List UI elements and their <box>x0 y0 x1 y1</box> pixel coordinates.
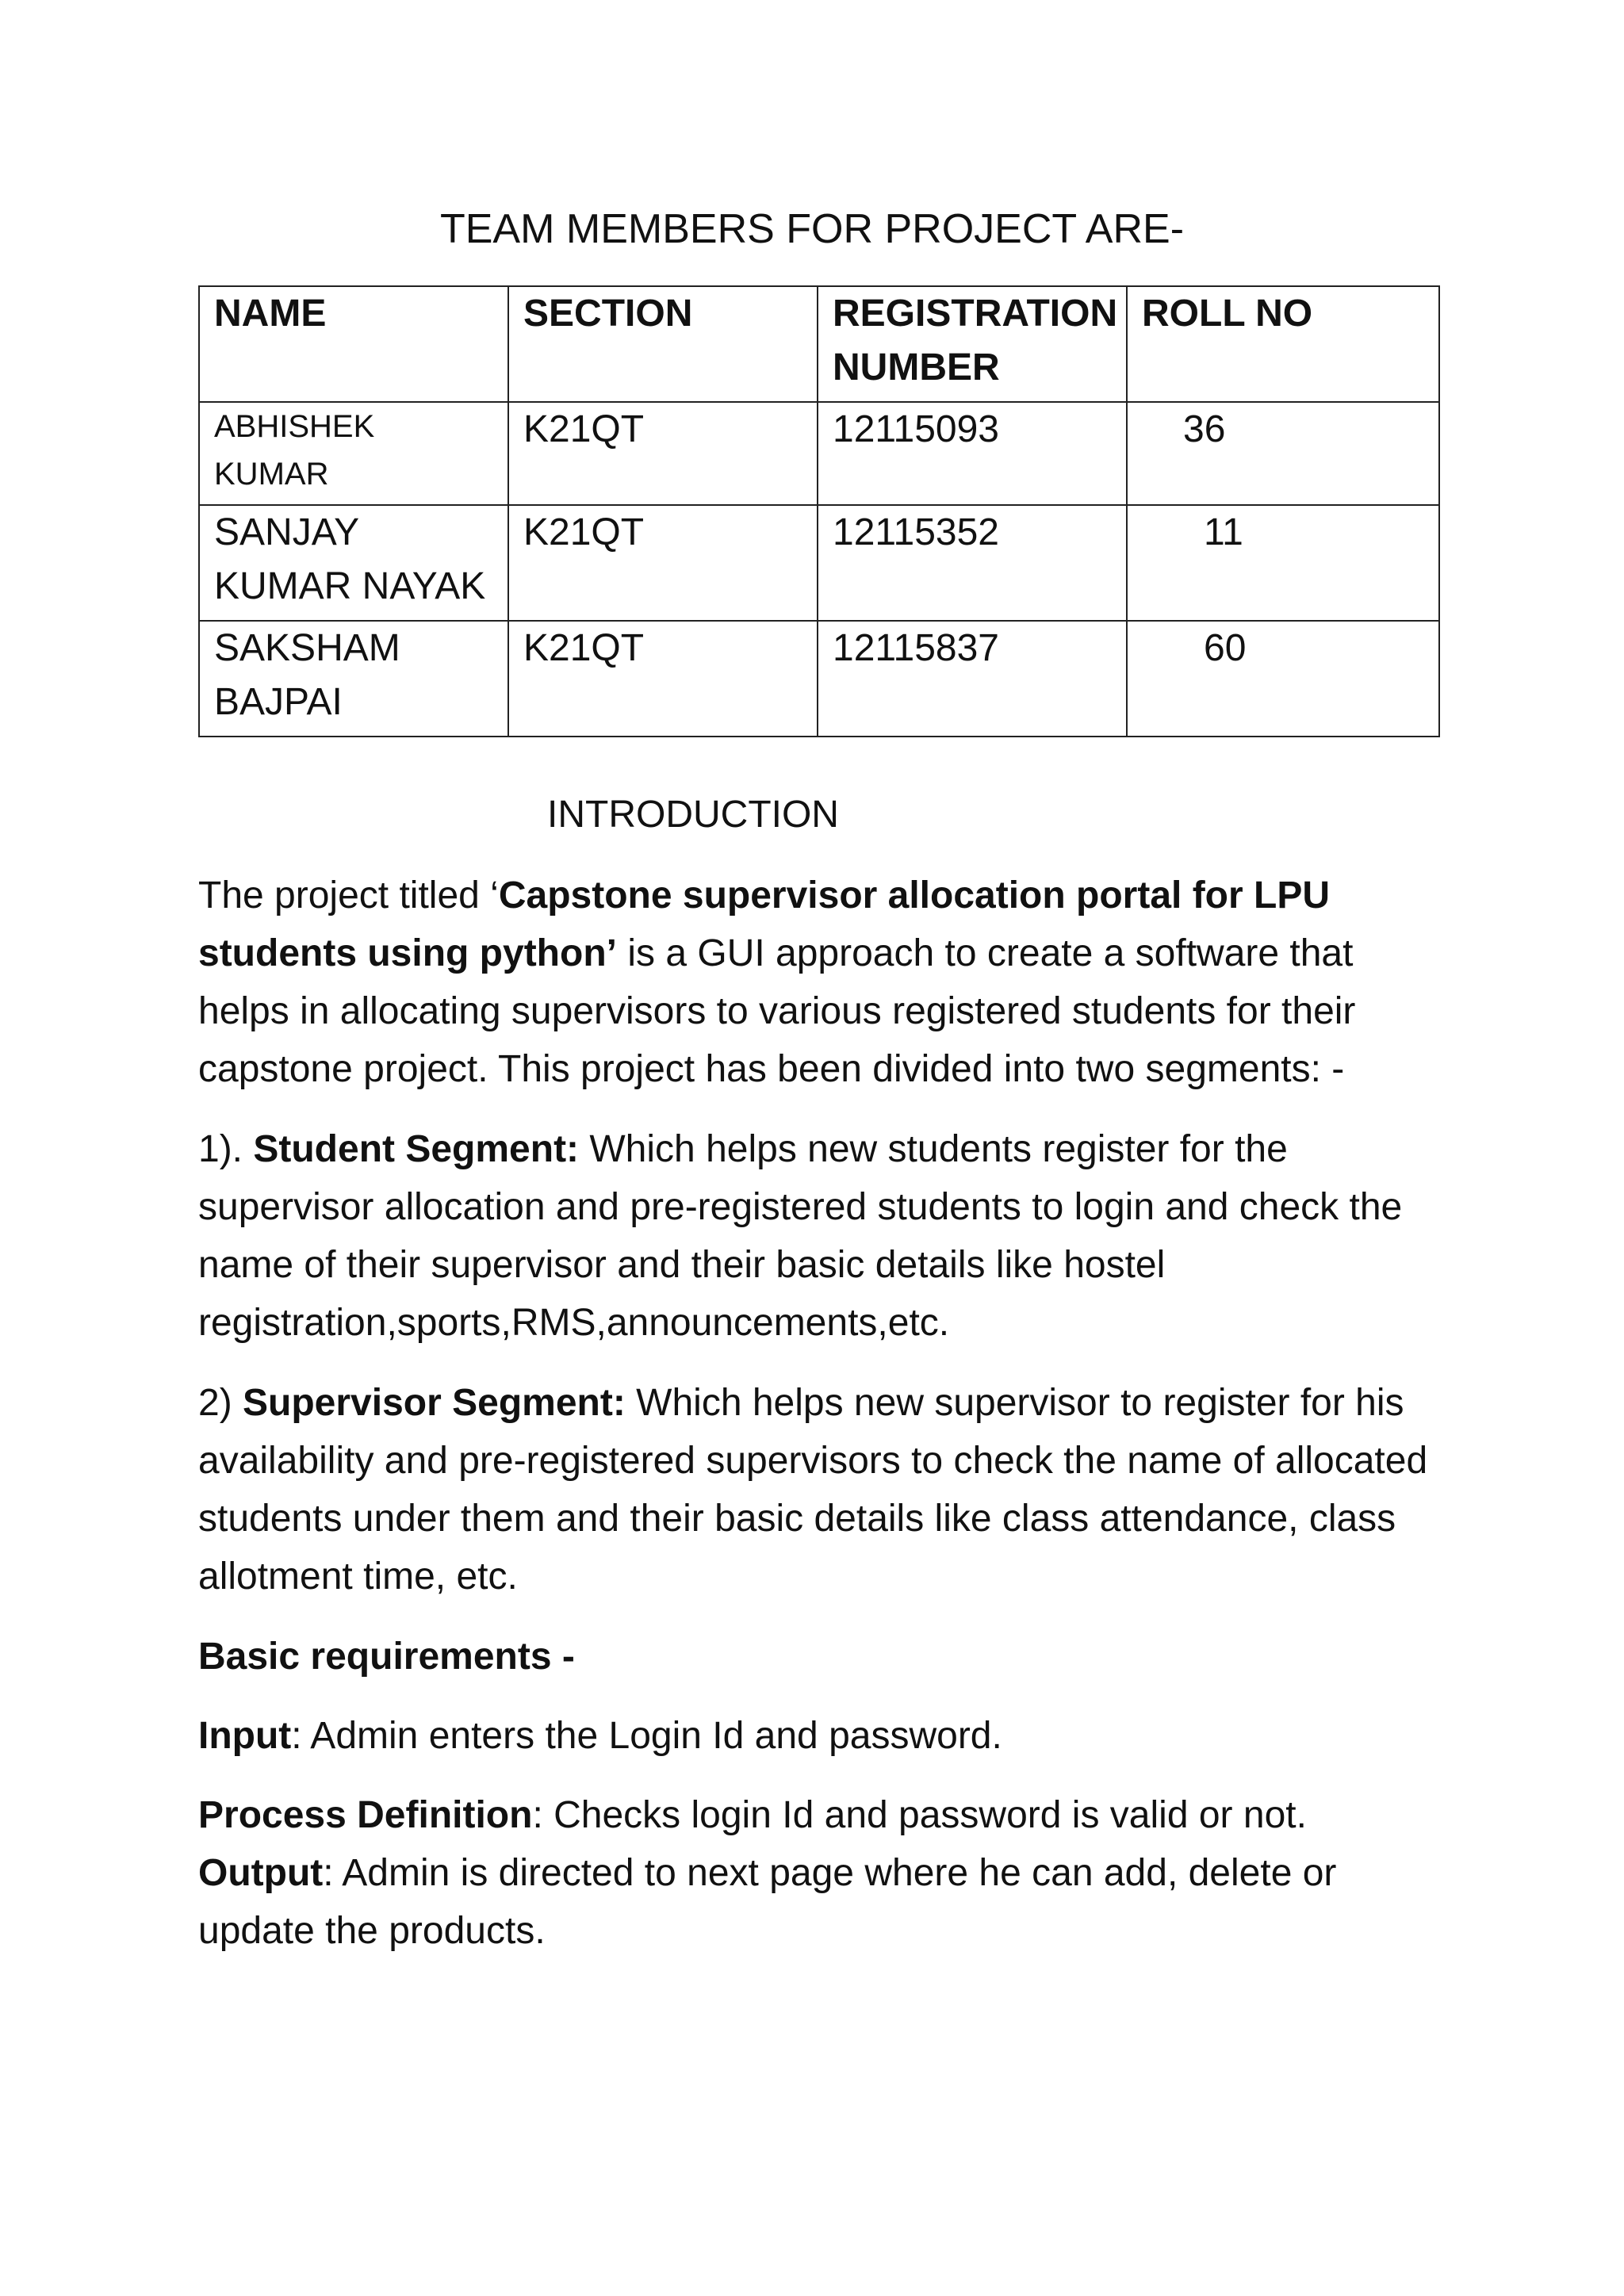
input-requirement <box>198 1707 1451 1765</box>
table-row <box>199 621 1439 737</box>
supervisor-segment-label: Supervisor Segment: <box>243 1382 626 1424</box>
introduction-heading: INTRODUCTION <box>547 794 839 836</box>
supervisor-segment-number: 2) <box>198 1382 243 1424</box>
intro-paragraph <box>198 867 1451 1098</box>
supervisor-segment-paragraph <box>198 1374 1451 1605</box>
output-label: Output <box>198 1852 324 1894</box>
table-header-row <box>199 286 1439 402</box>
cell-section: K21QT <box>508 505 818 621</box>
requirements-heading: Basic requirements - <box>198 1636 575 1678</box>
cell-section: K21QT <box>508 621 818 737</box>
cell-name: SANJAY KUMAR NAYAK <box>199 505 508 621</box>
team-members-table <box>198 285 1440 737</box>
process-label: Process Definition <box>198 1794 533 1836</box>
header-name: NAME <box>199 286 508 402</box>
cell-roll: 60 <box>1127 621 1439 737</box>
student-segment-number: 1). <box>198 1128 254 1170</box>
supervisor-segment-text: Which helps new supervisor to register for his availability and pre-registered supervisors to check the name of allocated students under them and their basic details like class attendance, class allotment time, etc. <box>198 1382 1428 1598</box>
output-text: : Admin is directed to next page where he can add, delete or update the products. <box>198 1852 1337 1952</box>
student-segment-label: Student Segment: <box>253 1128 580 1170</box>
header-registration-number: REGISTRATION NUMBER <box>818 286 1127 402</box>
cell-roll: 11 <box>1127 505 1439 621</box>
cell-roll: 36 <box>1127 402 1439 505</box>
input-text: : Admin enters the Login Id and password. <box>291 1715 1002 1757</box>
process-output-requirements <box>198 1786 1451 1960</box>
intro-text-pre: The project titled ‘ <box>198 874 499 916</box>
table-row <box>199 505 1439 621</box>
process-text: : Checks login Id and password is valid or not. <box>532 1794 1307 1836</box>
student-segment-text: Which helps new students register for the supervisor allocation and pre-registered students to login and check the name of their supervisor and their basic details like hostel registration,sports,RMS,announcements,etc. <box>198 1128 1403 1344</box>
cell-section: K21QT <box>508 402 818 505</box>
cell-registration: 12115837 <box>818 621 1127 737</box>
cell-registration: 12115093 <box>818 402 1127 505</box>
intro-text-post: is a GUI approach to create a software that helps in allocating supervisors to various registered students for their capstone project. This project has been divided into two segments: - <box>198 932 1356 1090</box>
student-segment-paragraph <box>198 1120 1451 1352</box>
cell-name: SAKSHAM BAJPAI <box>199 621 508 737</box>
page-title: TEAM MEMBERS FOR PROJECT ARE- <box>439 206 1185 252</box>
header-roll-no: ROLL NO <box>1127 286 1439 402</box>
table-row <box>199 402 1439 505</box>
cell-name: ABHISHEK KUMAR <box>199 402 508 505</box>
project-title-bold: Capstone supervisor allocation portal for LPU students using python’ <box>198 874 1331 974</box>
cell-registration: 12115352 <box>818 505 1127 621</box>
input-label: Input <box>198 1715 292 1757</box>
requirements-heading-block <box>198 1628 1451 1686</box>
header-section: SECTION <box>508 286 818 402</box>
